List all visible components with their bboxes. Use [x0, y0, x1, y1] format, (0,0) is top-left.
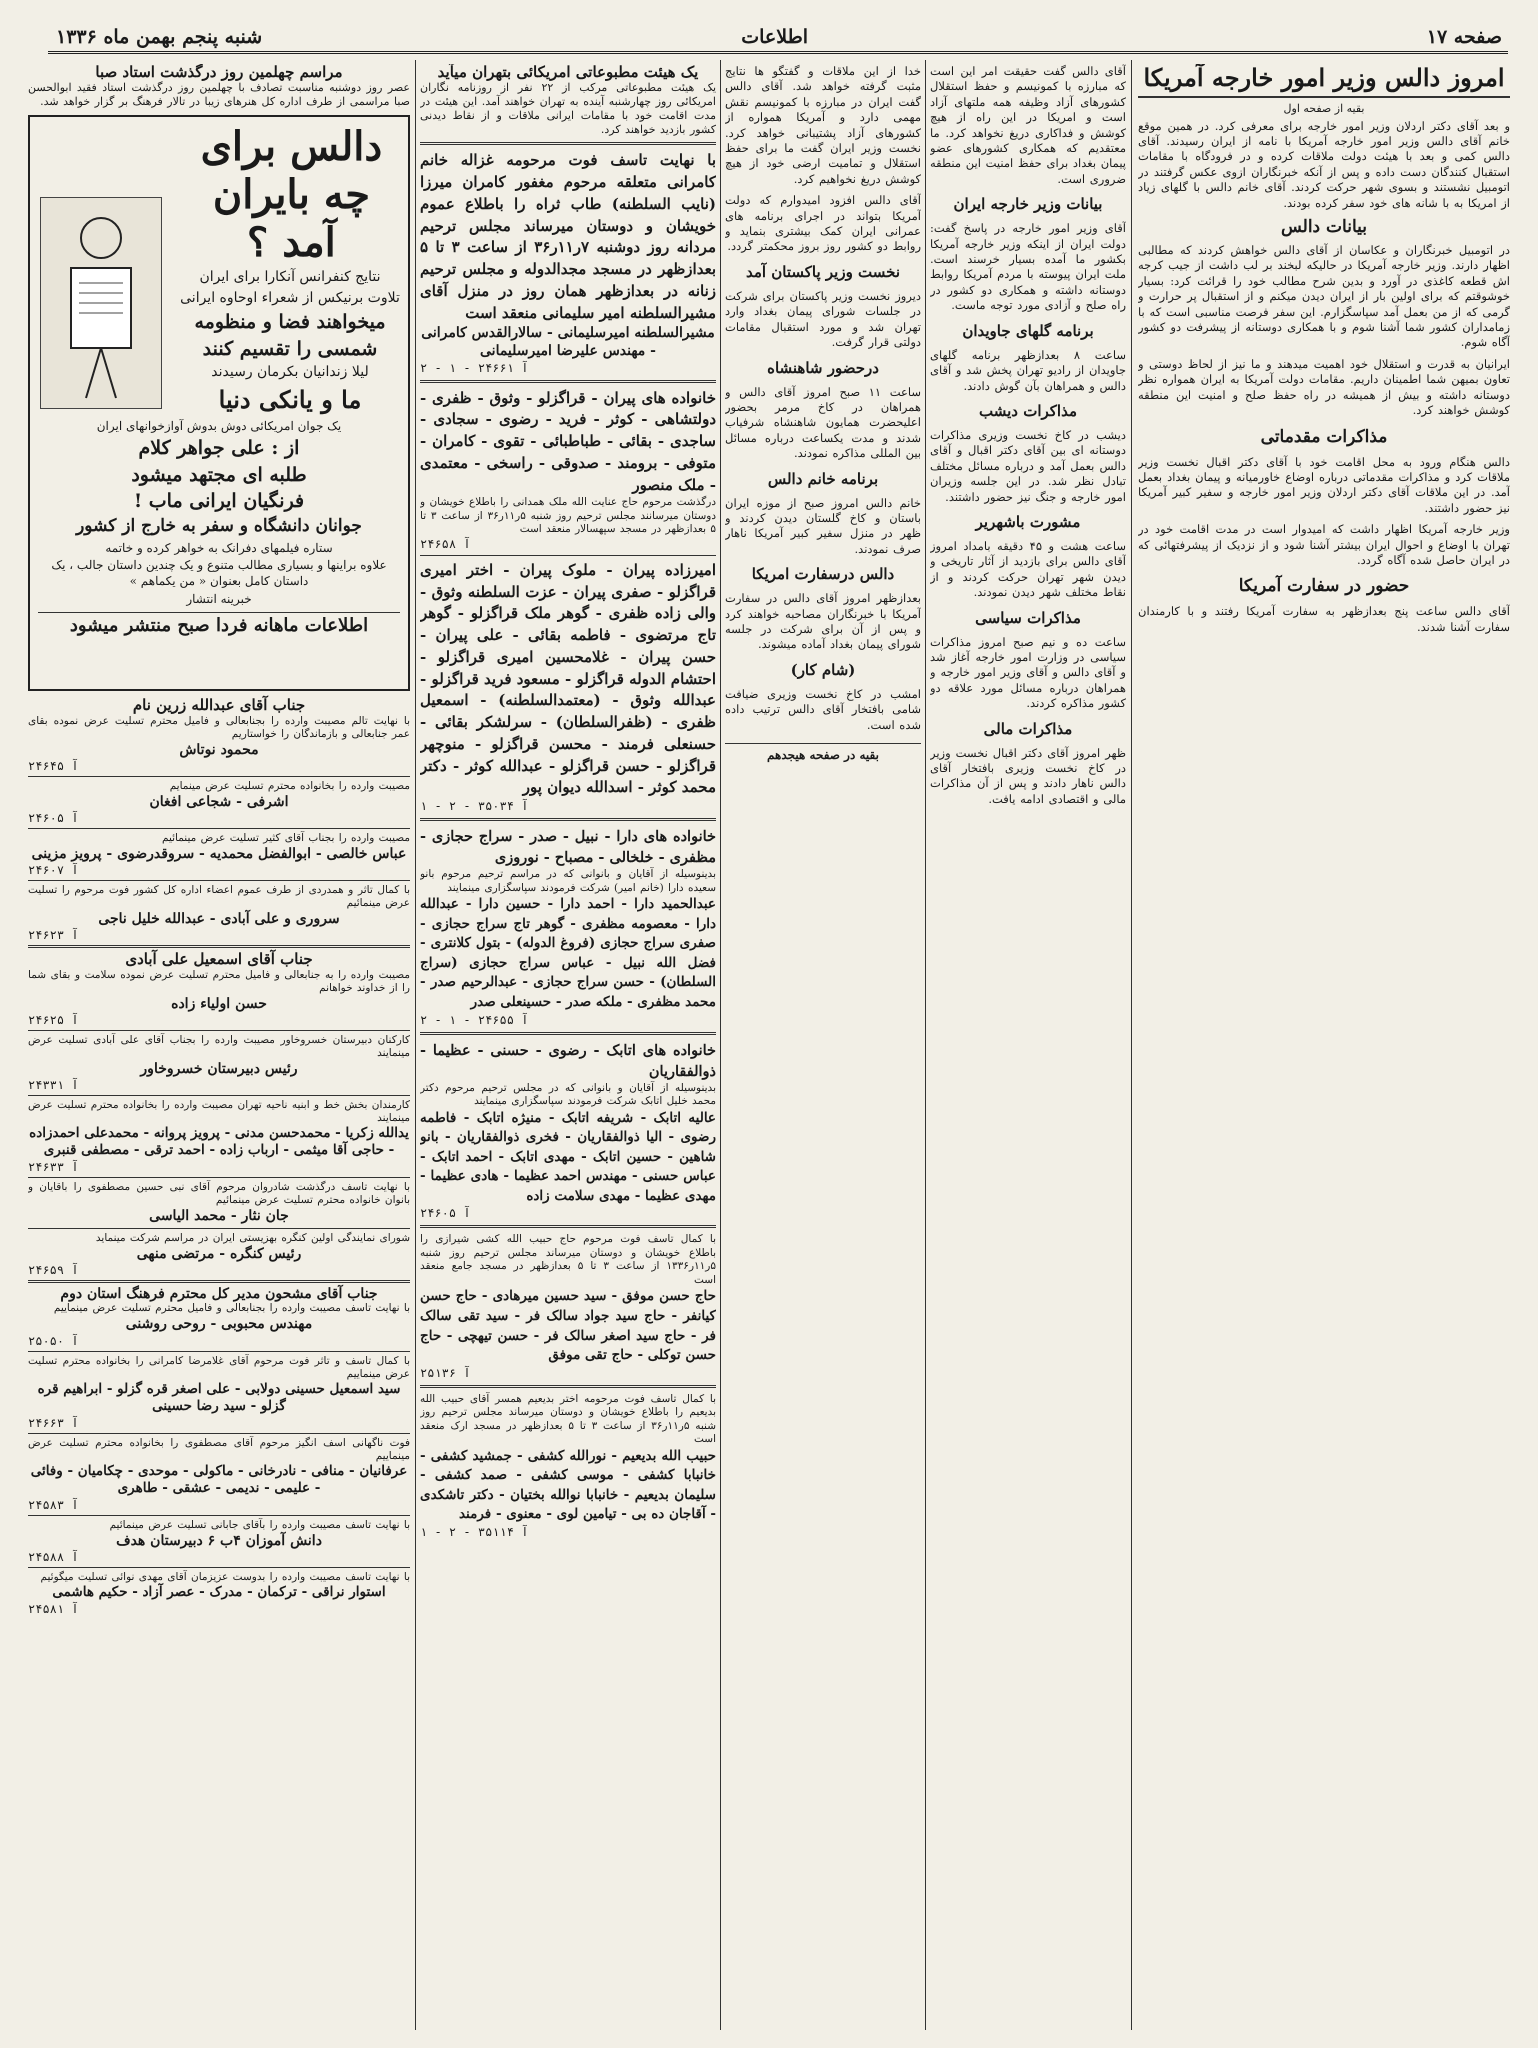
notice-headline: جناب آقای اسمعیل علی آبادی — [125, 950, 313, 969]
ad-headline: دالس برای چه بایران آمد ؟ — [200, 123, 383, 267]
main-article — [1138, 64, 1510, 2039]
notice-signatories: سید اسمعیل حسینی دولابی - علی اصغر قره گزلو - ابراهیم قره گزلو - سید رضا حسینی — [37, 1380, 401, 1415]
notice-code: آ ۲۴۶۴۵ — [28, 758, 79, 773]
notice-body: یک هیئت مطبوعاتی مرکب از ۲۲ نفر از روزنامه نگاران امریکائی روز چهارشنبه آینده به تهران خواهند آمد. این هیئت در مدت اقامت خود با مقامات ایرانی ملاقات و از نقاط دیدنی کشور بازدید خواهند کرد. — [420, 81, 716, 137]
ad-line: ما و یانکی دنیا — [218, 385, 362, 415]
ad-line: خبرینه انتشار — [186, 592, 252, 607]
article-paragraph: آقای دالس افزود امیدوارم که دولت آمریکا بتواند در اجرای برنامه های عمرانی ایران کمک بیشتری بنماید و روابط دو کشور روز بروز محکمتر گردد. — [725, 193, 921, 254]
notice-signatories: استوار نراقی - ترکمان - مدرک - عصر آزاد - حکیم هاشمی — [52, 1584, 386, 1600]
page-number: صفحه ۱۷ — [1426, 26, 1502, 48]
notice-code: آ ۲۴۶۰۷ — [28, 863, 79, 878]
issue-date: شنبه پنجم بهمن ماه ۱۳۳۶ — [56, 26, 263, 48]
notice-signatories: مهندس محبوبی - روحی روشنی — [125, 1316, 313, 1333]
notice-body: فوت ناگهانی اسف انگیز مرحوم آقای مصطفوی را بخانواده محترم تسلیت عرض مینماییم — [28, 1436, 410, 1462]
ad-line: فرنگیان ایرانی ماب ! — [133, 490, 305, 513]
section-rule — [420, 142, 716, 145]
article-paragraph: دیشب در کاخ نخست وزیری مذاکرات دوستانه ای بین آقای دکتر اقبال و آقای دالس بعمل آمد و درباره مسائل مختلف تبادل نظر شد. در این جلسه وزیران امور خارجه و جنگ نیز حضور داشتند. — [930, 427, 1126, 504]
family-names: خانواده های اتابک - رضوی - حسنی - عظیما - ذوالفقاریان — [420, 1041, 716, 1080]
notice-body: با کمال تاسف فوت مرحوم حاج حبیب الله کشی شیرازی را باطلاع خویشان و دوستان میرساند مجلس ترحیم روز شنبه ۵ر۱۱ر۱۳۳۶ از ساعت ۳ تا ۵ بعدازظهر در مسجد جامع منعقد است — [420, 1233, 716, 1286]
notice-signatories: سروری و علی آبادی - عبدالله خلیل ناجی — [98, 911, 340, 928]
section-rule — [420, 1225, 716, 1228]
section-heading: (شام کار) — [790, 660, 856, 679]
notices-column-5 — [28, 64, 410, 2039]
notice-signatories: عرفانیان - منافی - نادرخانی - ماکولی - موحدی - چکامیان - وفائی - علیمی - ندیمی - عشقی - طاهری — [30, 1462, 408, 1497]
section-heading: مذاکرات مالی — [983, 719, 1073, 738]
ad-line: تلاوت برنیکس از شعراء اوحاوه ایرانی — [180, 290, 400, 307]
section-heading: مشورت باشهریر — [975, 512, 1081, 531]
article-paragraph: ساعت ۱۱ صبح امروز آقای دالس و همراهان در کاخ مرمر بحضور اعلیحضرت همایون شاهنشاه شرفیاب شدند و مدت یکساعت درباره مسائل بین المللی مذاکره نمودند. — [725, 384, 921, 461]
article-paragraph: آقای دالس گفت حقیقت امر این است که مبارزه با کمونیسم و حفظ استقلال کشورهای آزاد وظیفه همه ملتهای آزاد است و امریکا در این راه از هیچ کوشش و فداکاری دریغ نخواهد کرد. ما معتقدیم که همکاری کشورهای عضو پیمان بغداد برای حفظ امنیت این منطقه ضروری است. — [930, 64, 1126, 186]
ad-line: لیلا زندانیان بکرمان رسیدند — [211, 364, 369, 381]
notice-signatories: جان نثار - محمد الیاسی — [149, 1207, 289, 1224]
section-rule — [28, 1228, 410, 1229]
notice-code: آ ۲۴۶۰۵ — [28, 810, 79, 825]
notice-code: آ ۳۵۱۱۴ - ۲ - ۱ — [420, 1524, 529, 1539]
section-heading: برنامه خانم دالس — [767, 469, 879, 488]
notice-signatories: محمود نوتاش — [179, 741, 259, 758]
section-rule — [28, 1567, 410, 1568]
family-names: خانواده های دارا - نبیل - صدر - سراج حجازی - مظفری - خلخالی - مصباح - نوروزی — [420, 828, 716, 867]
section-heading: نخست وزیر پاکستان آمد — [745, 262, 901, 281]
notice-body: با نهایت تاسف مصیبت وارده را بآقای جابانی تسلیت عرض مینمائیم — [109, 1518, 410, 1531]
notice-code: آ ۲۴۵۸۱ — [28, 1601, 79, 1616]
article-paragraph: خانم دالس امروز صبح از موزه ایران باستان و کاخ گلستان دیدن کردند و ظهر در منزل سفیر کبیر آمریکا ناهار صرف نمودند. — [725, 495, 921, 556]
reader-icon — [41, 198, 161, 408]
notice-signatories: حبیب الله بدیعیم - نورالله کشفی - جمشید کشفی - خانبابا کشفی - موسی کشفی - صمد کشفی - سلیمان بدیعیم - خانبابا نوالله بختیان - دکتر تاشکدی - آقاجان ده بی - تیامین لوی - معنوی - فرمند — [420, 1447, 716, 1523]
section-heading: مذاکرات دیشب — [979, 401, 1077, 420]
section-heading: دالس درسفارت امریکا — [751, 565, 895, 584]
notice-body: بدینوسیله از آقایان و بانوانی که در مجلس ترحیم مرحوم دکتر محمد خلیل اتابک شرکت فرمودند سپاسگزاری مینمایند — [420, 1081, 716, 1108]
notice-body: درگذشت مرحوم حاج عنایت الله ملک همدانی را باطلاع خویشان و دوستان میرسانند مجلس ترحیم روز شنبه ۵ر۱۱ر۳۶ از ساعت ۳ تا ۵ بعدازظهر در مسجد سپهسالار منعقد است — [420, 496, 716, 536]
article-paragraph: دالس هنگام ورود به محل اقامت خود با آقای دکتر اقبال نخست وزیر ملاقات کرد و مذاکرات مقدماتی درباره اوضاع خاورمیانه و پیمان بغداد بعمل آمد. در این ملاقات آقای دکتر اردلان وزیر امور خارجه و سفیر کبیر آمریکا نیز حضور داشتند. — [1138, 454, 1510, 515]
obituary-notice: با نهایت تاسف فوت مرحومه غزاله خانم کامرانی متعلقه مرحوم مغفور کامران میرزا (نایب السلطنه) طاب ثراه را باطلاع عموم خویشان و دوستان میرساند مجلس ترحیم مردانه روز دوشنبه ۷ر۱۱ر۳۶ از ساعت ۳ تا ۵ بعدازظهر در مسجد مجدالدوله و مجلس ترحیم زنانه در بعدازظهر همان روز در منزل آقای مشیرالسلطنه امیر سلیمانی منعقد است — [420, 151, 716, 322]
notice-body: با نهایت تاسف مصیبت وارده را بدوست عزیزمان آقای مهدی نوائی تسلیت میگوئیم — [40, 1571, 410, 1583]
article-paragraph: وزیر خارجه آمریکا اظهار داشت که امیدوار است در مدت اقامت خود در تهران با اوضاع و احوال ایران بیشتر آشنا شود و از نزدیک از پیشرفتهائی که در ایران حاصل شده آگاه گردد. — [1138, 522, 1510, 567]
ad-line: طلبه ای مجتهد میشود — [131, 463, 307, 486]
notice-body: مصیبت وارده را به جنابعالی و فامیل محترم تسلیت عرض نموده سلامت و بقای شما را از خداوند خواهانم — [28, 968, 410, 994]
section-heading: مذاکرات مقدماتی — [1260, 426, 1388, 447]
section-rule — [420, 380, 716, 383]
notice-body: کارمندان بخش خط و ابنیه ناحیه تهران مصیبت وارده را بخانواده محترم تسلیت عرض مینمایند — [28, 1098, 410, 1124]
notice-code: آ ۲۴۳۳۱ — [28, 1077, 79, 1092]
notice-body: با کمال تاسف فوت مرحومه اختر بدیعیم همسر آقای حبیب الله بدیعیم را باطلاع خویشان و دوستان میرساند مجلس ترحیم روز شنبه ۵ر۱۱ر۳۶ از ساعت ۳ تا ۵ بعدازظهر در مسجد ارک منعقد است — [420, 1392, 716, 1446]
article-paragraph: دیروز نخست وزیر پاکستان برای شرکت در جلسات شورای پیمان بغداد وارد تهران شد و مورد استقبال مقامات دولتی قرار گرفت. — [725, 288, 921, 350]
ad-line: میخواهند فضا و منظومه — [194, 311, 386, 334]
paper-name: اطلاعات — [741, 26, 808, 48]
section-heading: بیانات دالس — [1280, 217, 1368, 238]
notice-signatories: دانش آموزان ۴ب ۶ دبیرستان هدف — [116, 1532, 322, 1549]
notice-signatories: اشرفی - شجاعی افغان — [149, 793, 289, 810]
ad-line: علاوه براینها و بسیاری مطالب متنوع و یک چندین داستان جالب ، یک داستان کامل بعنوان « من یکماهم » — [51, 557, 387, 589]
ad-line: جوانان دانشگاه و سفر به خارج از کشور — [76, 515, 362, 536]
notice-body: عصر روز دوشنبه مناسبت تصادف با چهلمین روز درگذشت استاد فقید ابوالحسن صبا مراسمی از طرف اداره کل هنرهای زیبا در تالار فرهنگ بر گزار خواهد شد. — [28, 81, 410, 109]
reading-figure-illustration — [40, 197, 162, 409]
notice-body: با نهایت تالم مصیبت وارده را بجنابعالی و فامیل محترم تسلیت عرض نموده بقای عمر جنابعالی و بازماندگان را خواستاریم — [28, 714, 410, 740]
column-rule — [925, 60, 926, 2030]
section-heading: برنامه گلهای جاویدان — [962, 321, 1094, 340]
section-rule — [28, 945, 410, 948]
article-paragraph: و بعد آقای دکتر اردلان وزیر امور خارجه برای معرفی کرد. در همین موقع خانم آقای دالس وزیر امور خارجه آمریکا با نامه از ایران رسیدند. آقای دالس کمی و بعد با هیئت دولت ملاقات کرده و در فرودگاه با مقامات استقبال کنندگان دست داده و پس از آنکه خبرنگاران ازوی عکس گرفتند در اتومبیل نشستند و بسوی شهر حرکت کردند. آقای خانم دالس با گلهای زیاد از امریکا به با شانه های خود سفر کرده بودند. — [1138, 118, 1510, 210]
section-rule — [420, 1032, 716, 1035]
notice-code: آ ۲۴۶۰۵ — [420, 1206, 471, 1221]
notice-code: آ ۲۴۵۸۳ — [28, 1497, 79, 1512]
article-headline: امروز دالس وزیر امور خارجه آمریکا — [1138, 64, 1510, 98]
section-heading: مذاکرات سیاسی — [975, 608, 1081, 627]
ad-line: نتایج کنفرانس آنکارا برای ایران — [199, 269, 381, 286]
ad-footer: اطلاعات ماهانه فردا صبح منتشر میشود — [38, 612, 400, 638]
article-paragraph: ظهر امروز آقای دکتر اقبال نخست وزیر در کاخ نخست وزیری بافتخار آقای دالس ناهار دادند و پس از آن مذاکرات مالی و اقتصادی ادامه یافت. — [930, 745, 1126, 806]
notice-code: آ ۲۴۶۲۳ — [28, 928, 79, 943]
notice-body: با کمال تاثر و همدردی از طرف عموم اعضاء اداره کل کشور فوت مرحوم را تسلیت عرض مینمائیم — [28, 884, 410, 910]
notice-signatories: رئیس دبیرستان خسروخاور — [140, 1060, 298, 1077]
article-paragraph: خدا از این ملاقات و گفتگو ها نتایج مثبت گرفته خواهد شد. آقای دالس گفت ایران در مبارزه با کمونیسم نقش مهمی دارد و آمریکا همواره از کشورهای آزاد پشتیبانی خواهد کرد. نخست وزیر ایران گفت ما برای حفظ استقلال و تمامیت ارضی خود از هیچ کوشش دریغ نخواهیم کرد. — [725, 64, 921, 186]
notice-headline: جناب آقای مشحون مدیر کل محترم فرهنگ استان دوم — [60, 1286, 378, 1303]
page-header — [48, 22, 1508, 54]
section-rule — [28, 1030, 410, 1031]
notice-signatories: حسن اولیاء زاده — [171, 995, 267, 1012]
notice-code: آ ۲۴۶۶۳ — [28, 1415, 79, 1430]
article-paragraph: در اتومبیل خبرنگاران و عکاسان از آقای دالس خواهش کردند که مطالبی اظهار دارند. وزیر خارجه آمریکا در حالیکه لبخند بر لب داشت از جیب کرجه اش قطعه کاغذی در آورد و بدین شرح مطالب خود را قرائت کرد: بسیار خوشوقتم که برای اولین بار از ایران دیدن میکنم و از استقبال پر حرارت و گرمی که از من بعمل آمد سپاسگزارم. این سفر فرصت مناسبی است که با زمامداران کشور شما آشنا شوم و با همکاری دوستانه از پیشرفت دو کشور آگاه شوم. — [1138, 243, 1510, 350]
notice-body: با کمال تاسف و تاثر فوت مرحوم آقای غلامرضا کامرانی را بخانواده محترم تسلیت عرض مینماییم — [28, 1354, 410, 1380]
notice-code: آ ۳۵۰۳۴ - ۲ - ۱ — [420, 799, 529, 814]
notice-code: آ ۲۴۶۲۵ — [28, 1012, 79, 1027]
notice-body: شورای نمایندگی اولین کنگره بهزیستی ایران در مراسم شرکت مینماید — [95, 1232, 410, 1245]
ad-line: یک جوان امریکائی دوش بدوش آوازخوانهای ایران — [96, 419, 342, 434]
section-rule — [28, 828, 410, 829]
family-names: امیرزاده پیران - ملوک پیران - اختر امیری قراگزلو - صفری پیران - عزت السلطنه وثوق - والی زاده ظفری - گوهر ملک قراگزلو - گوهر تاج مرتضوی - فاطمه بقائی - علی پیران - حسن پیران - غلامحسین امیری قراگزلو - احتشام الدوله قراگزلو - مسعود فرید قراگزلو - عبدالله وثوق - (معتمدالسلطنه) - اسمعیل ظفری - (ظفرالسلطان) - سرلشکر بقائی - حسنعلی فرمند - محسن قراگزلو - منوچهر قراگزلو - حسن قراگزلو - عبدالله کوثر - دکتر محمد کوثر - اسدالله دیوان پور — [420, 560, 716, 797]
column-rule — [415, 60, 416, 2030]
column-rule — [720, 60, 721, 2030]
notice-signatories: عباس خالصی - ابوالفضل محمدیه - سروقدرضوی - پرویز مزینی — [31, 845, 407, 862]
notice-headline: جناب آقای عبدالله زرین نام — [132, 696, 306, 715]
notice-signatories: رئیس کنگره - مرتضی منهی — [136, 1246, 302, 1263]
notices-column-4 — [420, 64, 716, 2039]
notice-body: بدینوسیله از آقایان و بانوانی که در مراسم ترحیم مرحوم بانو سعیده دارا (خانم امیر) شرکت فرمودند سپاسگزاری مینمایند — [420, 868, 716, 894]
notice-body: با نهایت تاسف درگذشت شادروان مرحوم آقای نبی حسین مصطفوی را باقایان و بانوان خانواده محترم تسلیت عرض مینمائیم — [28, 1180, 410, 1206]
notice-signatories: عالیه اتابک - شریفه اتابک - منیژه اتابک - فاطمه رضوی - الیا ذوالفقاریان - فخری ذوالفقاریان - بانو شاهین - حسین اتابک - مهدی اتابک - احمد اتابک - عباس حسنی - مهندس احمد عظیما - هادی عظیما - مهدی عظیما - مهدی سلامت زاده — [420, 1109, 716, 1204]
section-heading: درحضور شاهنشاه — [767, 358, 879, 377]
notice-code: آ ۲۴۶۵۸ — [420, 536, 471, 551]
section-rule — [28, 1280, 410, 1283]
continued-on-page: بقیه در صفحه هیجدهم — [725, 743, 921, 762]
notice-body: مصیبت وارده را بخانواده محترم تسلیت عرض مینمایم — [169, 779, 410, 792]
section-rule — [420, 818, 716, 821]
notice-headline: یک هیئت مطبوعاتی امریکائی بتهران میآید — [437, 64, 699, 81]
article-paragraph: امشب در کاخ نخست وزیری ضیافت شامی بافتخار آقای دالس ترتیب داده شده است. — [725, 686, 921, 732]
notice-signatories: مشیرالسلطنه امیرسلیمانی - سالارالقدس کامرانی - مهندس علیرضا امیرسلیمانی — [421, 325, 715, 360]
notice-code: آ ۲۴۶۵۹ — [28, 1263, 79, 1278]
notice-headline: مراسم چهلمین روز درگذشت استاد صبا — [95, 64, 343, 81]
notice-signatories: یدالله زکریا - محمدحسن مدنی - پرویز پروانه - محمدعلی احمدزاده - حاجی آقا میثمی - ارباب زاده - احمد ترقی - مصطفی قنبری — [29, 1124, 409, 1159]
article-paragraph: ایرانیان به قدرت و استقلال خود اهمیت میدهند و ما نیز از لحاظ دوستی و تعاون بمیهن شما اطمینان داریم. مقامات دولت آمریکا به ایران همواره نظر دوستانه داشته و بیش از همیشه در راه حفظ صلح و امنیت این منطقه کوشش خواهند کرد. — [1138, 356, 1510, 418]
article-paragraph: ساعت ۸ بعدازظهر برنامه گلهای جاویدان از رادیو تهران پخش شد و آقای دالس و همراهان بآن گوش دادند. — [930, 347, 1126, 393]
notice-code: آ ۲۵۰۵۰ — [28, 1333, 79, 1348]
article-column-2 — [930, 64, 1126, 2039]
family-names: خانواده های پیران - قراگزلو - وثوق - ظفری - دولتشاهی - کوثر - فرید - رضوی - سجادی - ساجدی - بقائی - طباطبائی - تقوی - کامران - متوفی - برومند - صدوقی - راسخی - معتمدی - ملک منصور — [420, 388, 716, 494]
ad-line: شمسی را تقسیم کنند — [202, 337, 378, 360]
article-paragraph: آقای وزیر امور خارجه در پاسخ گفت: دولت ایران از اینکه وزیر خارجه آمریکا بکشور ما آمده بسیار خرسند است. ملت ایران پیوسته با مردم آمریکا روابط دوستانه داشته و همکاری دو کشور در راه صلح و آزادی مورد توجه ماست. — [930, 221, 1126, 313]
section-rule — [28, 1351, 410, 1352]
section-rule — [28, 1095, 410, 1096]
article-paragraph: ساعت هشت و ۴۵ دقیقه بامداد امروز آقای دالس برای بازدید از آثار تاریخی و دیدن شهر تهران حرکت کردند و از نقاط مختلف شهر دیدن نمودند. — [930, 538, 1126, 600]
section-rule — [28, 1515, 410, 1516]
notice-code: آ ۲۴۶۶۱ - ۱ - ۲ — [420, 360, 529, 375]
ad-line: از : علی جواهر کلام — [138, 437, 300, 460]
section-rule — [28, 776, 410, 777]
notice-code: آ ۲۵۱۳۶ — [420, 1365, 471, 1380]
notice-signatories: حاج حسن موفق - سید حسین میرهادی - حاج حسن کیانفر - حاج سید جواد سالک فر - سید تقی سالک فر - حاج سید اصغر سالک فر - حسن تیهچی - حاج حسن توکلی - حاج تقی موفق — [420, 1288, 716, 1364]
continued-note: بقیه از صفحه اول — [1283, 101, 1365, 115]
ad-line: ستاره فیلمهای دفرانک به خواهر کرده و خاتمه — [105, 540, 333, 555]
notice-body: با نهایت تاسف مصیبت وارده را بجنابعالی و فامیل محترم تسلیت عرض مینماییم — [53, 1302, 410, 1315]
notice-code: آ ۲۴۵۸۸ — [28, 1550, 79, 1564]
section-rule — [420, 555, 716, 556]
article-paragraph: آقای دالس ساعت پنج بعدازظهر به سفارت آمریکا رفتند و با کارمندان سفارت آشنا شدند. — [1138, 604, 1510, 634]
notice-signatories: عبدالحمید دارا - احمد دارا - حسین دارا - عبدالله دارا - معصومه مظفری - گوهر تاج سراج حجازی - صفری سراج حجازی (فروغ الدوله) - بتول کلانتری - فضل الله نبیل - عباس سراج حجازی (سراج السلطان) - حسن سراج حجازی - عبدالرحیم صدر - محمد مظفری - ملکه صدر - حسینعلی صدر — [420, 896, 716, 1010]
notice-body: کارکنان دبیرستان خسروخاور مصیبت وارده را بجناب آقای علی آبادی تسلیت عرض مینمایند — [28, 1033, 410, 1059]
section-rule — [420, 1385, 716, 1388]
magazine-advertisement — [28, 115, 410, 691]
section-heading: حضور در سفارت آمریکا — [1238, 576, 1410, 597]
column-rule — [1131, 60, 1132, 2030]
article-paragraph: ساعت ده و نیم صبح امروز مذاکرات سیاسی در وزارت امور خارجه آغاز شد و آقای دالس و آقای وزیر امور خارجه و همراهان درباره مسائل مورد علاقه دو کشور مذاکره کردند. — [930, 634, 1126, 711]
section-rule — [28, 880, 410, 881]
notice-code: آ ۲۴۶۵۵ - ۱ - ۲ — [420, 1012, 529, 1027]
notice-code: آ ۲۴۶۳۳ — [28, 1159, 79, 1174]
article-paragraph: بعدازظهر امروز آقای دالس در سفارت آمریکا با خبرنگاران مصاحبه خواهند کرد و پس از آن برای شرکت در جلسه شورای پیمان بغداد آماده میشوند. — [725, 591, 921, 652]
section-rule — [28, 1177, 410, 1178]
notice-body: مصیبت وارده را بجناب آقای کثیر تسلیت عرض مینمائیم — [161, 831, 410, 844]
article-column-3 — [725, 64, 921, 2039]
section-rule — [28, 1433, 410, 1434]
section-heading: بیانات وزیر خارجه ایران — [953, 195, 1103, 214]
